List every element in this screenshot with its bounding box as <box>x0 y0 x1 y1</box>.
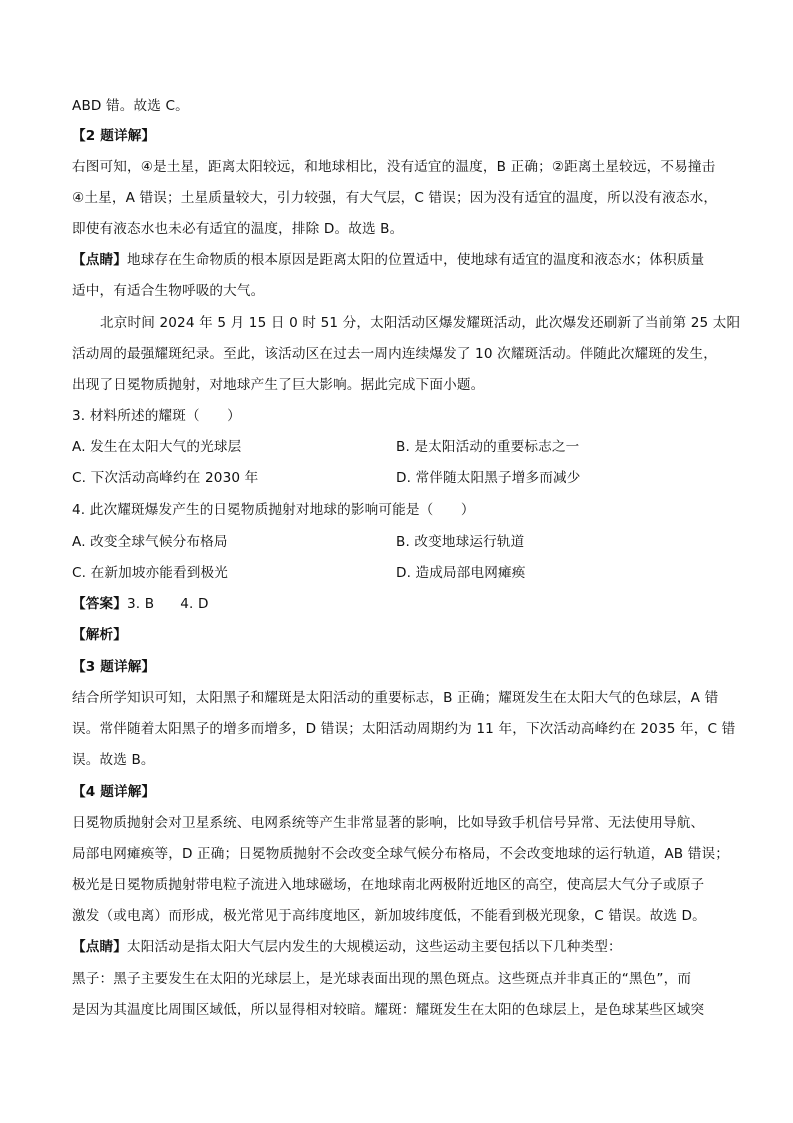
analysis-heading: 【解析】 <box>72 627 127 643</box>
paragraph-line: 黑子：黑子主要发生在太阳的光球层上，是光球表面出现的黑色斑点。这些斑点并非真正的“黑色”，而 <box>72 971 692 987</box>
option-a: A. 改变全球气候分布格局 <box>72 534 228 550</box>
paragraph-line: 极光是日冕物质抛射带电粒子流进入地球磁场，在地球南北两极附近地区的高空，使高层大气分子或原子 <box>72 877 705 893</box>
question-3-options-row2 <box>72 468 722 488</box>
paragraph-line: 误。故选 B。 <box>72 752 155 768</box>
paragraph-line: 适中，有适合生物呼吸的大气。 <box>72 283 265 299</box>
tip-line <box>72 937 622 957</box>
answer-4: 4. D <box>180 596 209 612</box>
paragraph-line: 是因为其温度比周围区域低，所以显得相对较暗。耀斑：耀斑发生在太阳的色球层上，是色球某些区域突 <box>72 1002 705 1018</box>
paragraph-line: 日冕物质抛射会对卫星系统、电网系统等产生非常显著的影响，比如导致手机信号异常、无法使用导航、 <box>72 815 705 831</box>
answer-label: 【答案】 <box>72 596 127 612</box>
paragraph-line: ④土星，A 错误；土星质量较大，引力较强，有大气层，C 错误；因为没有适宜的温度，所以没有液态水， <box>72 190 718 206</box>
paragraph-line: 右图可知，④是土星，距离太阳较远，和地球相比，没有适宜的温度，B 正确；②距离土星较远，不易撞击 <box>72 159 716 175</box>
paragraph-line: 结合所学知识可知，太阳黑子和耀斑是太阳活动的重要标志，B 正确；耀斑发生在太阳大气的色球层，A 错 <box>72 690 719 706</box>
tip-text: 太阳活动是指太阳大气层内发生的大规模运动，这些运动主要包括以下几种类型： <box>126 939 622 955</box>
paragraph-line: 局部电网瘫痪等，D 正确；日冕物质抛射不会改变全球气候分布格局，不会改变地球的运行轨道，AB 错误； <box>72 846 729 862</box>
paragraph-line: 误。常伴随着太阳黑子的增多而增多，D 错误；太阳活动周期约为 11 年，下次活动高峰约在 2035 年，C 错 <box>72 721 736 737</box>
material-line: 活动周的最强耀斑纪录。至此，该活动区在过去一周内连续爆发了 10 次耀斑活动。伴随此次耀斑的发生， <box>72 346 718 362</box>
option-d: D. 造成局部电网瘫痪 <box>396 565 526 581</box>
question-3-options-row1 <box>72 437 722 457</box>
section-heading: 【3 题详解】 <box>72 659 156 675</box>
question-4-options-row1 <box>72 532 722 552</box>
answer-line <box>72 594 209 614</box>
tip-line <box>72 250 704 270</box>
option-d: D. 常伴随太阳黑子增多而减少 <box>396 470 581 486</box>
paragraph-line: ABD 错。故选 C。 <box>72 98 189 114</box>
option-c: C. 下次活动高峰约在 2030 年 <box>72 470 259 486</box>
tip-text: 地球存在生命物质的根本原因是距离太阳的位置适中，使地球有适宜的温度和液态水；体积质量 <box>126 252 705 268</box>
question-3: 3. 材料所述的耀斑（ ） <box>72 408 241 424</box>
option-c: C. 在新加坡亦能看到极光 <box>72 565 229 581</box>
option-b: B. 改变地球运行轨道 <box>396 534 525 550</box>
material-line: 出现了日冕物质抛射，对地球产生了巨大影响。据此完成下面小题。 <box>72 377 485 393</box>
section-heading: 【2 题详解】 <box>72 128 156 144</box>
section-heading: 【4 题详解】 <box>72 784 156 800</box>
question-4-options-row2 <box>72 563 722 583</box>
option-a: A. 发生在太阳大气的光球层 <box>72 439 242 455</box>
tip-label: 【点睛】 <box>72 252 127 268</box>
material-line: 北京时间 2024 年 5 月 15 日 0 时 51 分，太阳活动区爆发耀斑活动，此次爆发还刷新了当前第 25 太阳 <box>100 315 741 331</box>
paragraph-line: 激发（或电离）而形成，极光常见于高纬度地区，新加坡纬度低，不能看到极光现象，C 错误。故选 D。 <box>72 908 706 924</box>
paragraph-line: 即使有液态水也未必有适宜的温度，排除 D。故选 B。 <box>72 221 404 237</box>
answer-3: 3. B <box>126 596 155 612</box>
tip-label: 【点睛】 <box>72 939 127 955</box>
option-b: B. 是太阳活动的重要标志之一 <box>396 439 580 455</box>
question-4: 4. 此次耀斑爆发产生的日冕物质抛射对地球的影响可能是（ ） <box>72 502 475 518</box>
